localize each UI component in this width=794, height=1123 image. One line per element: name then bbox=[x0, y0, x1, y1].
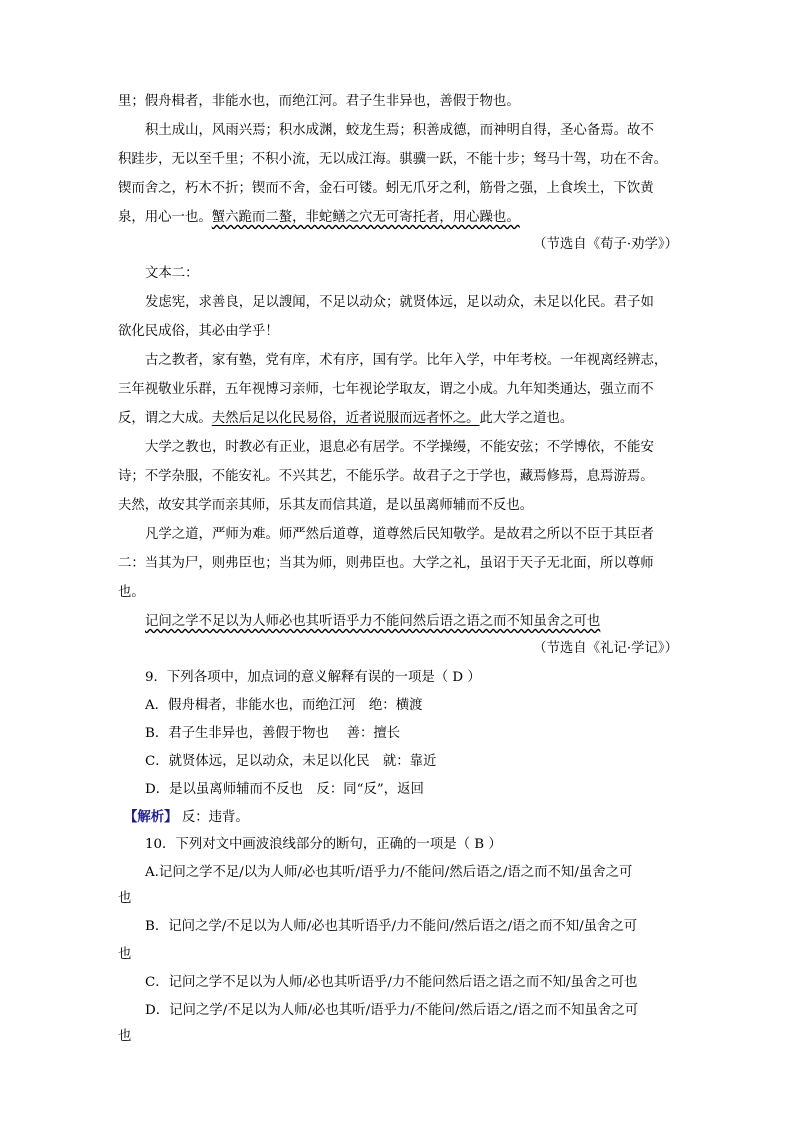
text1-p1-line4 bbox=[118, 208, 520, 230]
text2-p1-line1: 发虑宪，求善良，足以謏闻，不足以动众；就贤体远，足以动众，未足以化民。君子如 bbox=[145, 295, 654, 310]
text1-p1-line3: 锲而舍之，朽木不折；锲而不舍，金石可镂。蚓无爪牙之利，筋骨之强，上食埃土，下饮黄 bbox=[118, 181, 654, 196]
analysis-text: 反：违背。 bbox=[177, 810, 249, 825]
text2-p4-line1: 凡学之道，严师为难。师严然后道尊，道尊然后民知敬学。是故君之所以不臣于其臣者 bbox=[145, 527, 654, 542]
wavy-underlined-sentence: 蟹六跪而二螯，非蛇鳝之穴无可寄托者，用心躁也。 bbox=[211, 210, 520, 225]
text2-p2-line3-end: 此大学之道也。 bbox=[479, 411, 574, 426]
q10-option-d-line2: 也 bbox=[118, 1029, 132, 1044]
analysis-tag: 【解析】 bbox=[124, 809, 178, 825]
q10-option-b-line2: 也 bbox=[118, 947, 132, 962]
q10-option-d-line1: D．记问之学/不足以为人师/必也其听/语乎力/不能问/然后语之/语之而不知虽舍之可 bbox=[145, 1003, 639, 1018]
text2-p2-line2: 三年视敬业乐群，五年视博习亲师，七年视论学取友，谓之小成。九年知类通达，强立而不 bbox=[118, 382, 654, 397]
text2-p2-line3-plain: 反，谓之大成。 bbox=[118, 411, 212, 426]
text1-p1-line2: 积跬步，无以至千里；不积小流，无以成江海。骐骥一跃，不能十步；驽马十驾，功在不舍。 bbox=[118, 152, 668, 167]
text1-paragraph0: 里；假舟楫者，非能水也，而绝江河。君子生非异也，善假于物也。 bbox=[118, 94, 520, 109]
text2-label: 文本二： bbox=[145, 266, 199, 281]
q10-option-a-line1: A.记问之学不足/以为人师/必也其听/语乎力/不能问/然后语之/语之而不知/虽舍之可 bbox=[145, 865, 633, 880]
text2-p2-line3 bbox=[118, 409, 573, 431]
text1-p1-line1: 积土成山，风雨兴焉；积水成渊，蛟龙生焉；积善成德，而神明自得，圣心备焉。故不 bbox=[145, 123, 654, 138]
q9-option-c: C．就贤体远，足以动众，未足以化民 就：靠近 bbox=[145, 754, 437, 769]
text2-p3-line2: 诗；不学杂服，不能安礼。不兴其艺，不能乐学。故君子之于学也，藏焉修焉，息焉游焉。 bbox=[118, 469, 654, 484]
underlined-sentence: 夫然后足以化民易俗，近者说服而远者怀之。 bbox=[211, 411, 480, 426]
text2-p3-line1: 大学之教也，时教必有正业，退息必有居学。不学操缦，不能安弦；不学博依，不能安 bbox=[145, 440, 654, 455]
q9-stem: 9．下列各项中，加点词的意义解释有误的一项是（ D ） bbox=[145, 670, 481, 685]
q9-option-a: A．假舟楫者，非能水也，而绝江河 绝：横渡 bbox=[145, 698, 423, 713]
q10-option-a-line2: 也 bbox=[118, 891, 132, 906]
q9-analysis bbox=[124, 807, 249, 829]
text2-p2-line1: 古之教者，家有塾，党有庠，术有序，国有学。比年入学，中年考校。一年视离经辨志， bbox=[145, 353, 668, 368]
text1-p1-line4-plain: 泉，用心一也。 bbox=[118, 210, 212, 225]
text2-source: （节选自《礼记·学记》） bbox=[533, 641, 678, 656]
q9-option-d: D．是以虽离师辅而不反也 反：同“反”，返回 bbox=[145, 782, 424, 797]
q9-option-b: B．君子生非异也，善假于物也 善：擅长 bbox=[145, 726, 401, 741]
wavy-underlined-passage: 记问之学不足以为人师必也其听语乎力不能问然后语之语之而不知虽舍之可也 bbox=[145, 614, 601, 629]
text2-p4-line3: 也。 bbox=[118, 585, 145, 600]
q10-option-c: C．记问之学不足以为人师/必也其听语乎/力不能问然后语之语之而不知/虽舍之可也 bbox=[145, 975, 638, 990]
text2-p4-line2: 二：当其为尸，则弗臣也；当其为师，则弗臣也。大学之礼，虽诏于天子无北面，所以尊师 bbox=[118, 556, 654, 571]
text1-source: （节选自《荀子·劝学》） bbox=[533, 237, 678, 252]
text2-p1-line2: 欲化民成俗，其必由学乎！ bbox=[118, 324, 279, 339]
q10-option-b-line1: B．记问之学/不足以为人师/必也其听语乎/力不能问/然后语之/语之而不知/虽舍之可 bbox=[145, 919, 638, 934]
q10-stem: 10．下列对文中画波浪线部分的断句，正确的一项是（ B ） bbox=[145, 837, 502, 852]
text2-p3-line3: 夫然，故安其学而亲其师，乐其友而信其道，是以虽离师辅而不反也。 bbox=[118, 498, 534, 513]
